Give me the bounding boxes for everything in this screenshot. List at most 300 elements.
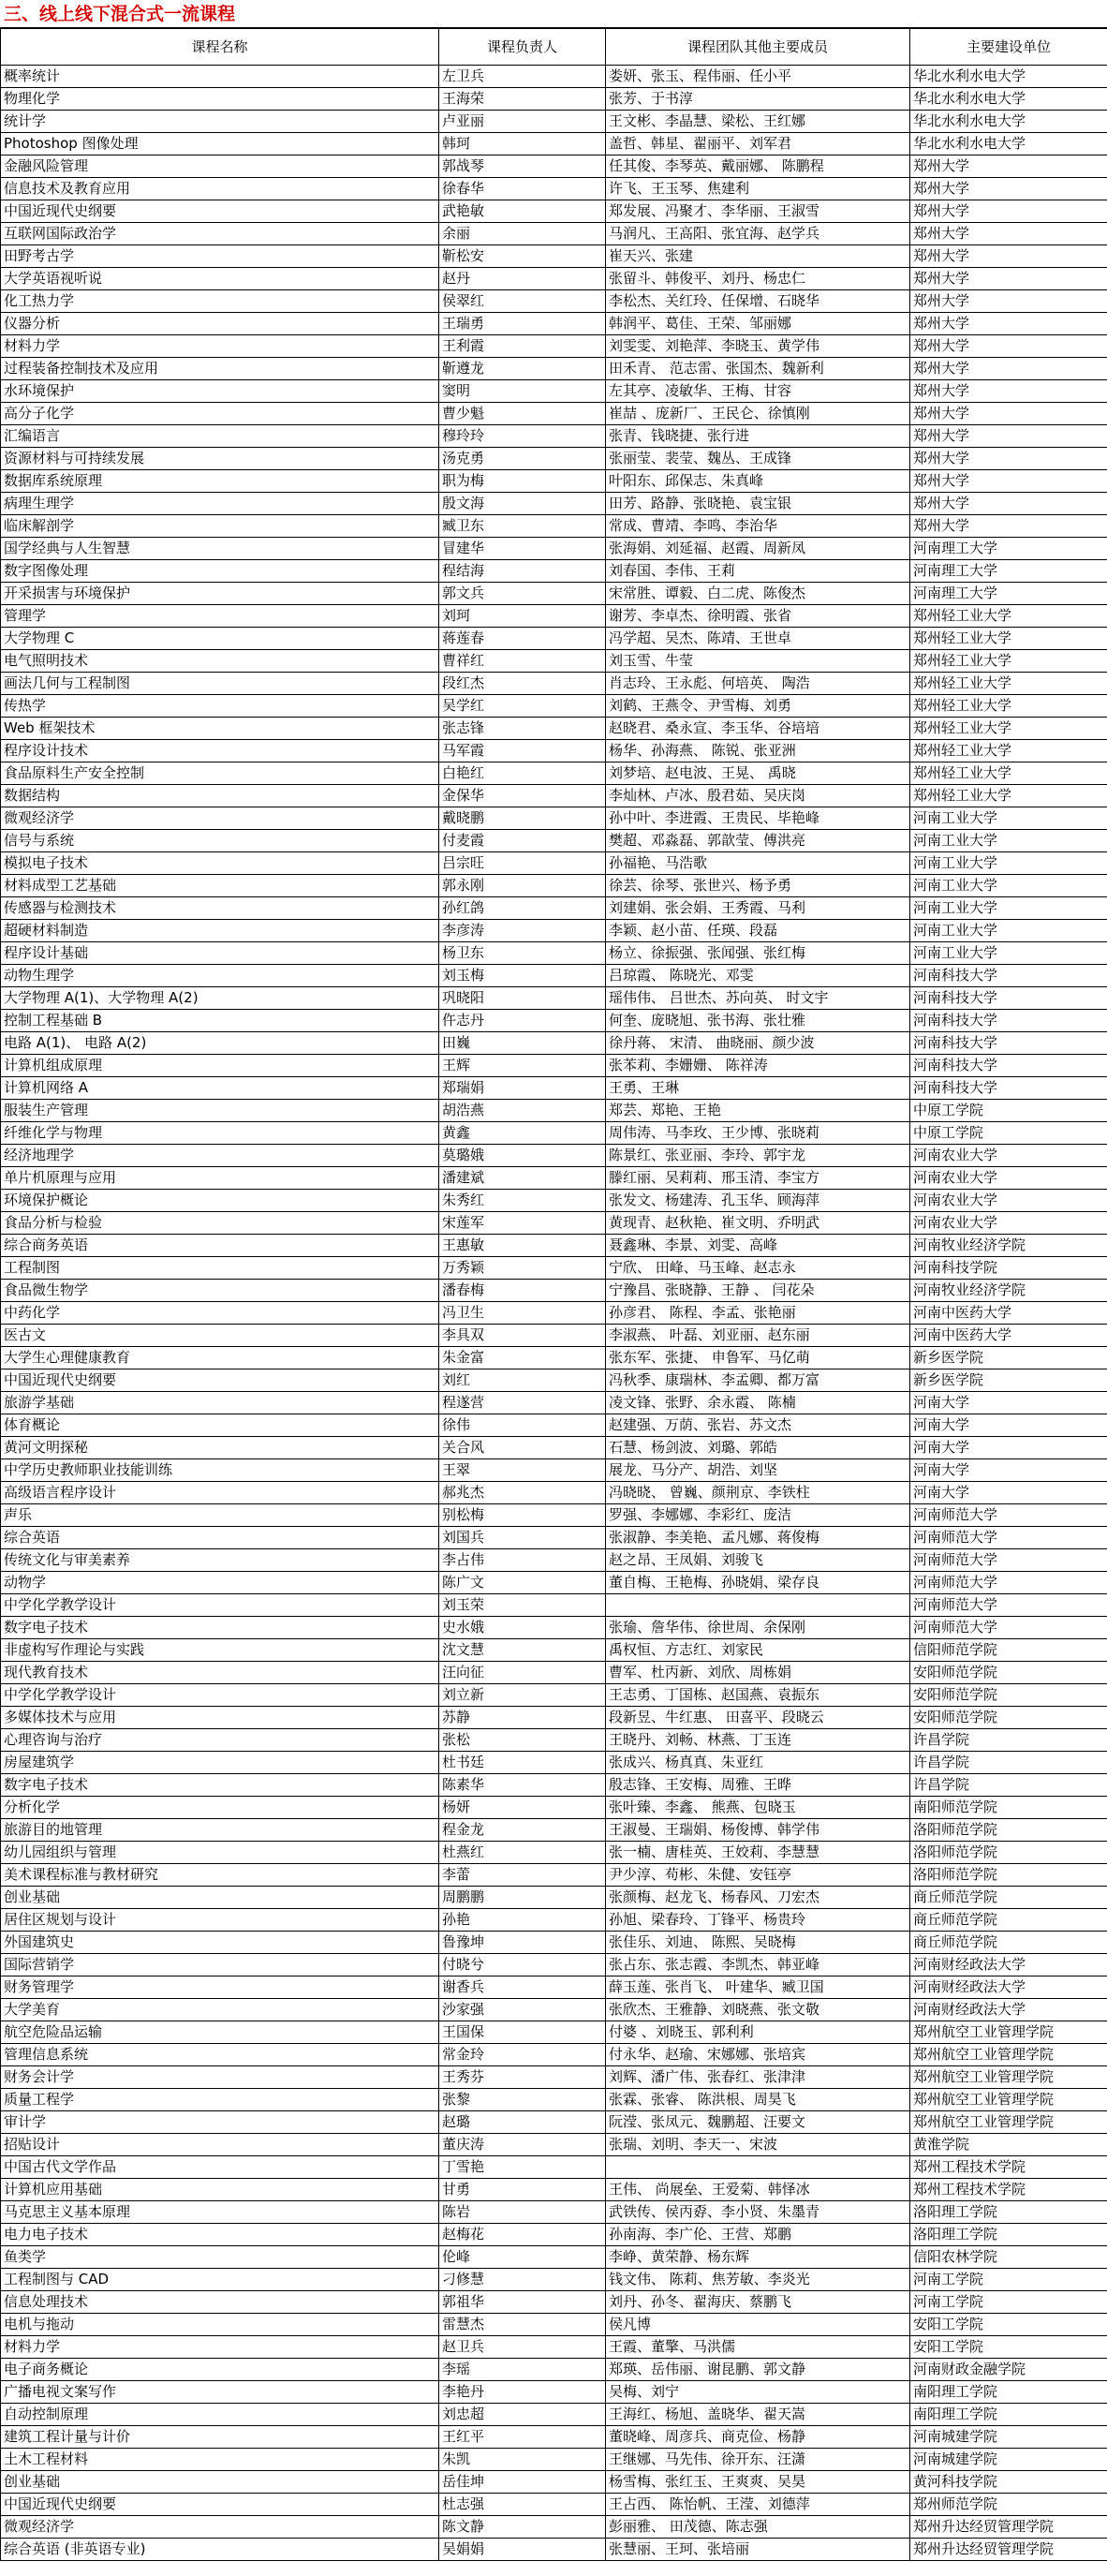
- institution-cell: 河南牧业经济学院: [910, 1235, 1107, 1257]
- table-row: [1, 2314, 1107, 2336]
- course-name-cell: 水环境保护: [1, 380, 439, 403]
- team-members-cell: 李松杰、关红玲、任保增、石晓华: [606, 290, 910, 313]
- institution-cell: 郑州工程技术学院: [910, 2179, 1107, 2201]
- institution-cell: 华北水利水电大学: [910, 88, 1107, 111]
- course-name-cell: 高分子化学: [1, 403, 439, 425]
- institution-cell: 河南工业大学: [910, 852, 1107, 875]
- team-members-cell: 张霖、张睿、 陈洪根、周昊飞: [606, 2089, 910, 2111]
- course-leader-cell: 杜燕红: [439, 1842, 606, 1864]
- institution-cell: 河南工业大学: [910, 830, 1107, 852]
- table-row: [1, 1976, 1107, 1999]
- course-name-cell: 传统文化与审美素养: [1, 1549, 439, 1572]
- table-row: [1, 2134, 1107, 2156]
- table-row: [1, 290, 1107, 313]
- course-name-cell: 食品微生物学: [1, 1280, 439, 1302]
- table-row: [1, 380, 1107, 403]
- institution-cell: 郑州轻工业大学: [910, 673, 1107, 695]
- institution-cell: 商丘师范学院: [910, 1909, 1107, 1932]
- course-name-cell: 微观经济学: [1, 2516, 439, 2539]
- table-row: [1, 1887, 1107, 1909]
- table-row: [1, 133, 1107, 155]
- course-name-cell: 传感器与检测技术: [1, 897, 439, 920]
- team-members-cell: 王志勇、丁国栋、赵国燕、袁振东: [606, 1684, 910, 1707]
- course-leader-cell: 职为梅: [439, 470, 606, 493]
- course-leader-cell: 付麦霞: [439, 830, 606, 852]
- institution-cell: 许昌学院: [910, 1752, 1107, 1774]
- institution-cell: 郑州大学: [910, 358, 1107, 380]
- team-members-cell: 李峥、黄荣静、杨东辉: [606, 2246, 910, 2269]
- team-members-cell: 王占西、 陈怡帆、王滢、刘德萍: [606, 2494, 910, 2516]
- team-members-cell: 滕红丽、吴莉莉、邢玉清、李宝方: [606, 1167, 910, 1190]
- course-leader-cell: 杨妍: [439, 1797, 606, 1819]
- table-row: [1, 807, 1107, 830]
- team-members-cell: 刘雯雯、刘艳萍、李晓玉、黄学伟: [606, 335, 910, 358]
- course-name-cell: 建筑工程计量与计价: [1, 2426, 439, 2449]
- course-name-cell: 管理信息系统: [1, 2044, 439, 2066]
- course-leader-cell: 刘珂: [439, 605, 606, 628]
- course-name-cell: 管理学: [1, 605, 439, 628]
- course-name-cell: 中学化学教学设计: [1, 1684, 439, 1707]
- team-members-cell: 陈景红、张亚丽、李玲、郭宇龙: [606, 1145, 910, 1167]
- course-leader-cell: 巩晓阳: [439, 987, 606, 1010]
- institution-cell: 河南师范大学: [910, 1617, 1107, 1639]
- section-title: 三、线上线下混合式一流课程: [0, 0, 1107, 28]
- course-name-cell: 电力电子技术: [1, 2224, 439, 2246]
- team-members-cell: 徐芸、徐琴、张世兴、杨予勇: [606, 875, 910, 897]
- table-row: [1, 740, 1107, 762]
- course-leader-cell: 程结海: [439, 560, 606, 583]
- course-leader-cell: 杨卫东: [439, 942, 606, 965]
- institution-cell: 安阳师范学院: [910, 1662, 1107, 1684]
- institution-cell: 郑州大学: [910, 268, 1107, 290]
- course-leader-cell: 李具双: [439, 1325, 606, 1347]
- team-members-cell: 张瑜、詹华伟、徐世周、余保刚: [606, 1617, 910, 1639]
- table-row: [1, 2381, 1107, 2404]
- course-leader-cell: 白艳红: [439, 762, 606, 785]
- course-name-cell: 声乐: [1, 1504, 439, 1527]
- course-name-cell: 病理生理学: [1, 493, 439, 515]
- course-leader-cell: 朱秀红: [439, 1190, 606, 1212]
- course-name-cell: 数字图像处理: [1, 560, 439, 583]
- team-members-cell: 张慧丽、王珂、张培丽: [606, 2539, 910, 2561]
- course-name-cell: 电机与拖动: [1, 2314, 439, 2336]
- table-body: [1, 66, 1107, 2561]
- course-leader-cell: 宋莲军: [439, 1212, 606, 1235]
- team-members-cell: 叶阳东、邱保志、朱真峰: [606, 470, 910, 493]
- team-members-cell: 韩润平、葛佳、王荣、邹丽娜: [606, 313, 910, 335]
- course-name-cell: 美术课程标准与教材研究: [1, 1864, 439, 1887]
- course-name-cell: 程序设计技术: [1, 740, 439, 762]
- institution-cell: 郑州大学: [910, 335, 1107, 358]
- institution-cell: 河南科技大学: [910, 1077, 1107, 1100]
- team-members-cell: 宁欣、 田峰、马玉峰、赵志永: [606, 1257, 910, 1280]
- course-name-cell: 材料力学: [1, 335, 439, 358]
- team-members-cell: 展龙、马分产、胡浩、刘坚: [606, 1459, 910, 1482]
- course-leader-cell: 刘立新: [439, 1684, 606, 1707]
- team-members-cell: 付婆 、刘晓玉、郭利利: [606, 2021, 910, 2044]
- course-name-cell: 多媒体技术与应用: [1, 1707, 439, 1729]
- course-leader-cell: 冒建华: [439, 538, 606, 560]
- course-leader-cell: 孙红鸽: [439, 897, 606, 920]
- institution-cell: 河南师范大学: [910, 1527, 1107, 1549]
- institution-cell: 河南工业大学: [910, 807, 1107, 830]
- course-name-cell: 食品分析与检验: [1, 1212, 439, 1235]
- institution-cell: 河南工业大学: [910, 920, 1107, 942]
- table-row: [1, 583, 1107, 605]
- institution-cell: 郑州大学: [910, 380, 1107, 403]
- team-members-cell: 张佳乐、刘迪、 陈熙、吴晓梅: [606, 1932, 910, 1954]
- team-members-cell: 张成兴、杨真真、朱亚红: [606, 1752, 910, 1774]
- course-leader-cell: 刘红: [439, 1369, 606, 1392]
- course-name-cell: 数字电子技术: [1, 1774, 439, 1797]
- institution-cell: 郑州轻工业大学: [910, 762, 1107, 785]
- course-leader-cell: 王利霞: [439, 335, 606, 358]
- team-members-cell: 冯学超、吴杰、陈靖、王世卓: [606, 628, 910, 650]
- institution-cell: 河南城建学院: [910, 2449, 1107, 2471]
- team-members-cell: 崔喆 、庞新厂、王民仑、徐慎刚: [606, 403, 910, 425]
- institution-cell: 郑州大学: [910, 470, 1107, 493]
- team-members-cell: 刘梦培、赵电波、王晃、 禹晓: [606, 762, 910, 785]
- course-name-cell: 互联网国际政治学: [1, 223, 439, 245]
- table-row: [1, 2111, 1107, 2134]
- table-row: [1, 2426, 1107, 2449]
- course-leader-cell: 张黎: [439, 2089, 606, 2111]
- course-name-cell: 模拟电子技术: [1, 852, 439, 875]
- course-leader-cell: 程金龙: [439, 1819, 606, 1842]
- course-name-cell: 经济地理学: [1, 1145, 439, 1167]
- team-members-cell: 孙彦君、 陈程、李孟、张艳丽: [606, 1302, 910, 1325]
- table-row: [1, 66, 1107, 88]
- course-leader-cell: 吴娟娟: [439, 2539, 606, 2561]
- course-leader-cell: 孙艳: [439, 1909, 606, 1932]
- institution-cell: 郑州航空工业管理学院: [910, 2021, 1107, 2044]
- course-leader-cell: 王惠敏: [439, 1235, 606, 1257]
- course-name-cell: 电路 A(1)、 电路 A(2): [1, 1032, 439, 1055]
- course-leader-cell: 王海荣: [439, 88, 606, 111]
- course-name-cell: 电气照明技术: [1, 650, 439, 673]
- course-leader-cell: 赵卫兵: [439, 2336, 606, 2359]
- team-members-cell: 张瑞、刘明、李天一、宋波: [606, 2134, 910, 2156]
- course-name-cell: 动物学: [1, 1572, 439, 1594]
- table-row: [1, 1729, 1107, 1752]
- team-members-cell: 杨立、徐振强、张闻强、张红梅: [606, 942, 910, 965]
- course-leader-cell: 王国保: [439, 2021, 606, 2044]
- team-members-cell: 刘春国、李伟、王莉: [606, 560, 910, 583]
- table-row: [1, 1010, 1107, 1032]
- course-leader-cell: 谢香兵: [439, 1976, 606, 1999]
- team-members-cell: 杨雪梅、张红玉、王爽爽、吴昊: [606, 2471, 910, 2494]
- course-name-cell: 综合英语 (非英语专业): [1, 2539, 439, 2561]
- course-leader-cell: 莫璐娥: [439, 1145, 606, 1167]
- course-name-cell: 国学经典与人生智慧: [1, 538, 439, 560]
- team-members-cell: 张发文、杨建涛、孔玉华、顾海萍: [606, 1190, 910, 1212]
- table-row: [1, 1347, 1107, 1369]
- course-leader-cell: 汤克勇: [439, 448, 606, 470]
- team-members-cell: 瑶伟伟、 吕世杰、苏向英、 时文宇: [606, 987, 910, 1010]
- team-members-cell: 张颜梅、赵龙飞、杨春风、刀宏杰: [606, 1887, 910, 1909]
- institution-cell: 南阳理工学院: [910, 2404, 1107, 2426]
- team-members-cell: 董自梅、王艳梅、孙晓娟、梁存良: [606, 1572, 910, 1594]
- course-leader-cell: 戴晓鹏: [439, 807, 606, 830]
- course-leader-cell: 穆玲玲: [439, 425, 606, 448]
- institution-cell: 河南中医药大学: [910, 1325, 1107, 1347]
- course-leader-cell: 吴学红: [439, 695, 606, 718]
- institution-cell: 郑州大学: [910, 313, 1107, 335]
- course-name-cell: 大学生心理健康教育: [1, 1347, 439, 1369]
- institution-cell: 信阳师范学院: [910, 1639, 1107, 1662]
- course-leader-cell: 郝兆杰: [439, 1482, 606, 1504]
- course-name-cell: 国际营销学: [1, 1954, 439, 1976]
- course-leader-cell: 李占伟: [439, 1549, 606, 1572]
- table-row: [1, 515, 1107, 538]
- institution-cell: 郑州航空工业管理学院: [910, 2066, 1107, 2089]
- team-members-cell: 任其俊、李琴英、戴丽娜、 陈鹏程: [606, 155, 910, 178]
- institution-cell: 河南科技学院: [910, 1257, 1107, 1280]
- course-name-cell: 财务管理学: [1, 1976, 439, 1999]
- course-leader-cell: 靳松安: [439, 245, 606, 268]
- team-members-cell: 王继娜、马先伟、徐开东、汪潇: [606, 2449, 910, 2471]
- course-name-cell: 资源材料与可持续发展: [1, 448, 439, 470]
- institution-cell: 河南财经政法大学: [910, 1999, 1107, 2021]
- course-name-cell: 自动控制原理: [1, 2404, 439, 2426]
- table-row: [1, 493, 1107, 515]
- course-leader-cell: 甘勇: [439, 2179, 606, 2201]
- course-name-cell: 仪器分析: [1, 313, 439, 335]
- team-members-cell: 赵建强、万荫、张岩、苏文杰: [606, 1414, 910, 1437]
- institution-cell: 中原工学院: [910, 1122, 1107, 1145]
- institution-cell: 郑州轻工业大学: [910, 785, 1107, 807]
- course-name-cell: 概率统计: [1, 66, 439, 88]
- course-leader-cell: 仵志丹: [439, 1010, 606, 1032]
- team-members-cell: 王勇、王琳: [606, 1077, 910, 1100]
- team-members-cell: 刘丹、孙冬、翟海庆、蔡鹏飞: [606, 2291, 910, 2314]
- course-name-cell: 计算机应用基础: [1, 2179, 439, 2201]
- institution-cell: 郑州轻工业大学: [910, 695, 1107, 718]
- course-name-cell: 居住区规划与设计: [1, 1909, 439, 1932]
- course-name-cell: 分析化学: [1, 1797, 439, 1819]
- table-row: [1, 1932, 1107, 1954]
- course-leader-cell: 朱凯: [439, 2449, 606, 2471]
- course-name-cell: 高级语言程序设计: [1, 1482, 439, 1504]
- institution-cell: 郑州大学: [910, 200, 1107, 223]
- team-members-cell: 杨华、孙海燕、 陈锐、张亚洲: [606, 740, 910, 762]
- course-leader-cell: 侯翠红: [439, 290, 606, 313]
- team-members-cell: 钱文伟、 陈莉、焦芳敏、李炎光: [606, 2269, 910, 2291]
- course-name-cell: 房屋建筑学: [1, 1752, 439, 1774]
- course-leader-cell: 郑瑞娟: [439, 1077, 606, 1100]
- team-members-cell: 周伟涛、马李玫、王少博、张晓莉: [606, 1122, 910, 1145]
- team-members-cell: 李颖、赵小苗、任瑛、段磊: [606, 920, 910, 942]
- course-leader-cell: 伦峰: [439, 2246, 606, 2269]
- course-leader-cell: 王秀芬: [439, 2066, 606, 2089]
- team-members-cell: 刘鹤、王燕令、尹雪梅、刘勇: [606, 695, 910, 718]
- team-members-cell: 徐丹蒋、 宋清、 曲晓丽、颜少波: [606, 1032, 910, 1055]
- institution-cell: 河南大学: [910, 1459, 1107, 1482]
- table-row: [1, 1572, 1107, 1594]
- team-members-cell: 刘玉雪、牛莹: [606, 650, 910, 673]
- course-name-cell: 田野考古学: [1, 245, 439, 268]
- course-name-cell: 大学英语视听说: [1, 268, 439, 290]
- table-row: [1, 403, 1107, 425]
- table-row: [1, 88, 1107, 111]
- institution-cell: 河南师范大学: [910, 1549, 1107, 1572]
- institution-cell: 郑州大学: [910, 403, 1107, 425]
- institution-cell: 洛阳师范学院: [910, 1842, 1107, 1864]
- team-members-cell: 赵晓君、桑永宣、李玉华、谷培培: [606, 718, 910, 740]
- course-leader-cell: 陈岩: [439, 2201, 606, 2224]
- table-row: [1, 695, 1107, 718]
- institution-cell: 郑州升达经贸管理学院: [910, 2539, 1107, 2561]
- course-leader-cell: 常金玲: [439, 2044, 606, 2066]
- institution-cell: 南阳师范学院: [910, 1797, 1107, 1819]
- table-row: [1, 897, 1107, 920]
- institution-cell: 郑州大学: [910, 245, 1107, 268]
- team-members-cell: 付永华、赵瑜、宋娜娜、张培宾: [606, 2044, 910, 2066]
- table-row: [1, 223, 1107, 245]
- header-row: [1, 29, 1107, 66]
- team-members-cell: 宋常胜、谭毅、白二虎、陈俊杰: [606, 583, 910, 605]
- course-name-cell: 计算机组成原理: [1, 1055, 439, 1077]
- table-row: [1, 2336, 1107, 2359]
- course-name-cell: 中学历史教师职业技能训练: [1, 1459, 439, 1482]
- course-leader-cell: 万秀颖: [439, 1257, 606, 1280]
- institution-cell: 河南科技大学: [910, 1010, 1107, 1032]
- institution-cell: 许昌学院: [910, 1774, 1107, 1797]
- institution-cell: 河南师范大学: [910, 1504, 1107, 1527]
- header-institution: 主要建设单位: [910, 29, 1107, 66]
- course-name-cell: 创业基础: [1, 2471, 439, 2494]
- team-members-cell: 王文彬、李晶慧、梁松、王红娜: [606, 111, 910, 133]
- table-row: [1, 425, 1107, 448]
- institution-cell: 河南理工大学: [910, 560, 1107, 583]
- institution-cell: 河南农业大学: [910, 1190, 1107, 1212]
- team-members-cell: 左其亭、凌敏华、王梅、甘容: [606, 380, 910, 403]
- course-leader-cell: 沈文慧: [439, 1639, 606, 1662]
- course-leader-cell: 曹少魁: [439, 403, 606, 425]
- team-members-cell: 王淑曼、王瑞娟、杨俊博、韩学伟: [606, 1819, 910, 1842]
- team-members-cell: 孙中叶、李进霞、王贵民、毕艳峰: [606, 807, 910, 830]
- institution-cell: 郑州轻工业大学: [910, 605, 1107, 628]
- course-name-cell: 统计学: [1, 111, 439, 133]
- course-leader-cell: 李彦涛: [439, 920, 606, 942]
- course-name-cell: 大学物理 A(1)、大学物理 A(2): [1, 987, 439, 1010]
- table-row: [1, 1190, 1107, 1212]
- table-row: [1, 2404, 1107, 2426]
- course-leader-cell: 王翠: [439, 1459, 606, 1482]
- table-row: [1, 200, 1107, 223]
- course-name-cell: 纤维化学与物理: [1, 1122, 439, 1145]
- table-row: [1, 358, 1107, 380]
- team-members-cell: 张占东、张志霞、李凯杰、韩亚峰: [606, 1954, 910, 1976]
- table-row: [1, 2201, 1107, 2224]
- table-row: [1, 1459, 1107, 1482]
- course-leader-cell: 刘国兵: [439, 1527, 606, 1549]
- course-leader-cell: 郭永刚: [439, 875, 606, 897]
- team-members-cell: 刘建娟、张会娟、王秀霞、马利: [606, 897, 910, 920]
- course-name-cell: 大学物理 C: [1, 628, 439, 650]
- table-row: [1, 673, 1107, 695]
- course-name-cell: 材料力学: [1, 2336, 439, 2359]
- team-members-cell: 石慧、杨剑波、刘璐、郭皓: [606, 1437, 910, 1459]
- course-name-cell: 画法几何与工程制图: [1, 673, 439, 695]
- course-leader-cell: 史水娥: [439, 1617, 606, 1639]
- table-row: [1, 1662, 1107, 1684]
- table-row: [1, 942, 1107, 965]
- table-row: [1, 2021, 1107, 2044]
- institution-cell: 华北水利水电大学: [910, 66, 1107, 88]
- institution-cell: 安阳工学院: [910, 2314, 1107, 2336]
- course-name-cell: 中国近现代史纲要: [1, 1369, 439, 1392]
- institution-cell: 河南中医药大学: [910, 1302, 1107, 1325]
- institution-cell: 河南大学: [910, 1437, 1107, 1459]
- institution-cell: 河南工学院: [910, 2269, 1107, 2291]
- course-name-cell: 幼儿园组织与管理: [1, 1842, 439, 1864]
- course-name-cell: 材料成型工艺基础: [1, 875, 439, 897]
- table-row: [1, 1055, 1107, 1077]
- course-name-cell: 动物生理学: [1, 965, 439, 987]
- team-members-cell: 刘辉、潘广伟、张春红、张津津: [606, 2066, 910, 2089]
- team-members-cell: 禹权恒、方志红、刘家民: [606, 1639, 910, 1662]
- institution-cell: 河南理工大学: [910, 538, 1107, 560]
- team-members-cell: 冯秋季、康瑞林、李孟卿、都万富: [606, 1369, 910, 1392]
- course-name-cell: 航空危险品运输: [1, 2021, 439, 2044]
- institution-cell: 郑州轻工业大学: [910, 718, 1107, 740]
- team-members-cell: 何奎、庞晓旭、张书海、张壮雅: [606, 1010, 910, 1032]
- table-row: [1, 1212, 1107, 1235]
- institution-cell: 郑州大学: [910, 425, 1107, 448]
- institution-cell: 郑州升达经贸管理学院: [910, 2516, 1107, 2539]
- course-name-cell: 综合英语: [1, 1527, 439, 1549]
- course-name-cell: 微观经济学: [1, 807, 439, 830]
- table-row: [1, 1257, 1107, 1280]
- table-row: [1, 1639, 1107, 1662]
- course-leader-cell: 岳佳坤: [439, 2471, 606, 2494]
- course-name-cell: 中国近现代史纲要: [1, 2494, 439, 2516]
- course-leader-cell: 王辉: [439, 1055, 606, 1077]
- course-name-cell: 临床解剖学: [1, 515, 439, 538]
- course-name-cell: 体育概论: [1, 1414, 439, 1437]
- table-row: [1, 605, 1107, 628]
- course-leader-cell: 丁雪艳: [439, 2156, 606, 2179]
- institution-cell: 郑州航空工业管理学院: [910, 2044, 1107, 2066]
- table-row: [1, 1549, 1107, 1572]
- course-leader-cell: 徐春华: [439, 178, 606, 200]
- course-leader-cell: 李蕾: [439, 1864, 606, 1887]
- team-members-cell: 李灿林、卢冰、殷君茹、吴庆岗: [606, 785, 910, 807]
- team-members-cell: 张欣杰、王雅静、刘晓燕、张文敬: [606, 1999, 910, 2021]
- team-members-cell: 谢芳、李卓杰、徐明霞、张省: [606, 605, 910, 628]
- team-members-cell: 薛玉莲、张肖飞、 叶建华、臧卫国: [606, 1976, 910, 1999]
- team-members-cell: 张留斗、韩俊平、刘丹、杨忠仁: [606, 268, 910, 290]
- course-leader-cell: 赵丹: [439, 268, 606, 290]
- course-name-cell: 汇编语言: [1, 425, 439, 448]
- course-name-cell: 信号与系统: [1, 830, 439, 852]
- institution-cell: 郑州大学: [910, 493, 1107, 515]
- institution-cell: 河南牧业经济学院: [910, 1280, 1107, 1302]
- course-name-cell: 控制工程基础 B: [1, 1010, 439, 1032]
- institution-cell: 郑州师范学院: [910, 2494, 1107, 2516]
- table-row: [1, 1414, 1107, 1437]
- course-name-cell: 食品原料生产安全控制: [1, 762, 439, 785]
- institution-cell: 洛阳师范学院: [910, 1864, 1107, 1887]
- team-members-cell: 张东军、张捷、 申鲁军、马亿萌: [606, 1347, 910, 1369]
- institution-cell: 郑州工程技术学院: [910, 2156, 1107, 2179]
- institution-cell: 河南师范大学: [910, 1594, 1107, 1617]
- team-members-cell: 曹军、杜丙新、刘欣、周栋娟: [606, 1662, 910, 1684]
- table-row: [1, 1032, 1107, 1055]
- team-members-cell: 罗强、李娜娜、李彩红、庞洁: [606, 1504, 910, 1527]
- team-members-cell: 聂鑫琳、李景、刘雯、高峰: [606, 1235, 910, 1257]
